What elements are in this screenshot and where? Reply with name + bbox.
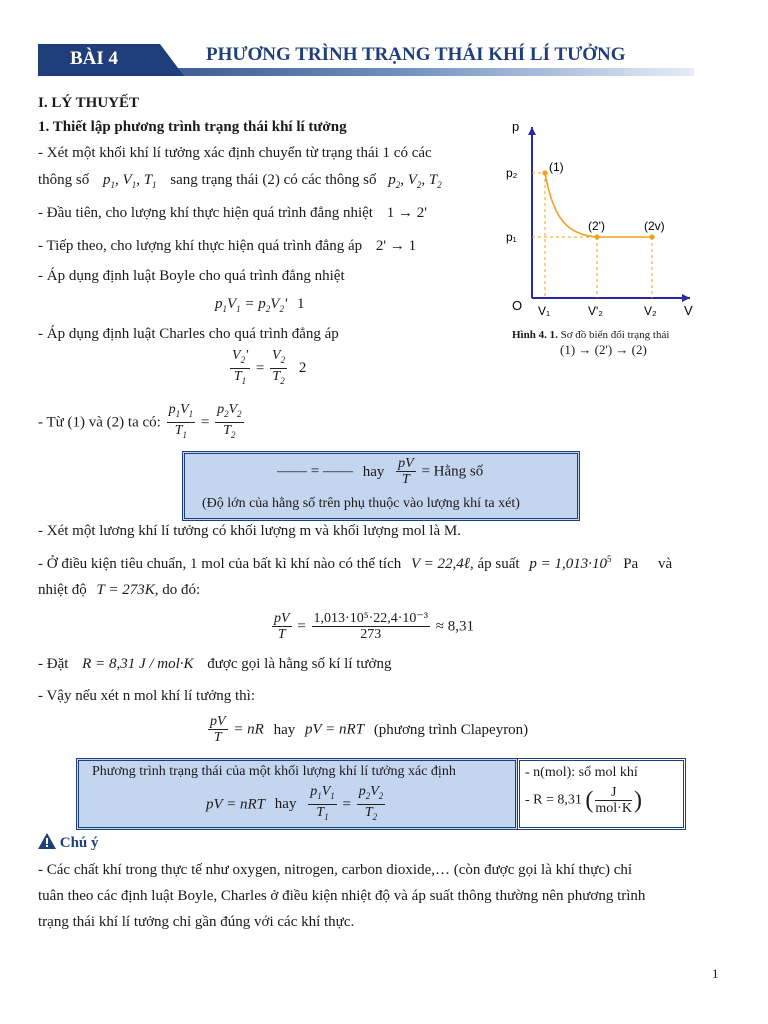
formula: $p_1$, $V_1$, $T_1$ bbox=[103, 172, 157, 190]
legend-n: - n(mol): số mol khí bbox=[525, 765, 638, 780]
equation-tag: 2 bbox=[298, 360, 307, 377]
axis-label-p: p bbox=[512, 119, 520, 134]
note-heading: Chú ý bbox=[38, 833, 99, 855]
paragraph: - Áp dụng định luật Boyle cho quá trình đẳng nhiệt bbox=[38, 268, 345, 284]
tick-label-v1: V₁ bbox=[538, 304, 551, 318]
process-seq: 1 → 2' bbox=[386, 205, 427, 221]
paragraph bbox=[38, 170, 442, 195]
p-axis-arrow bbox=[528, 127, 536, 135]
text: sang trạng thái (2) có các thông số bbox=[170, 172, 377, 188]
figure-caption-seq: (1) → (2') → (2) bbox=[560, 342, 647, 357]
tick-label-v2: V₂ bbox=[644, 304, 657, 318]
note-line: trạng thái khí lí tưởng chỉ gần đúng với các khí thực. bbox=[38, 914, 355, 930]
paragraph: - Xét một lương khí lí tưởng có khối lượng m và khối lượng mol là M. bbox=[38, 523, 461, 539]
state-point-2v bbox=[649, 234, 654, 239]
origin-label: O bbox=[512, 298, 523, 313]
warning-icon bbox=[38, 833, 56, 855]
state-label-2v: (2v) bbox=[644, 219, 665, 233]
equation-tag: 1 bbox=[296, 296, 305, 312]
process-seq: 2' → 1 bbox=[375, 238, 417, 254]
text: - Từ (1) và (2) ta có: bbox=[38, 414, 161, 431]
paragraph: - Ở điều kiện tiêu chuẩn, 1 mol của bất kì khí nào có thể tích V = 22,4ℓ, áp suất $p = 1,013\cdot 10^5$ Pa và bbox=[38, 554, 673, 572]
section-heading: I. LÝ THUYẾT bbox=[38, 95, 140, 111]
tick-label-p1: p₁ bbox=[506, 230, 517, 244]
constant-equation: —— = —— hay $\frac{pV}{T}$ = Hằng số bbox=[277, 456, 484, 487]
text: - Đầu tiên, cho lượng khí thực hiện quá trình đẳng nhiệt bbox=[38, 205, 373, 221]
state-point-2-prime bbox=[594, 234, 599, 239]
page-title: PHƯƠNG TRÌNH TRẠNG THÁI KHÍ LÍ TƯỞNG bbox=[206, 44, 626, 65]
equation-charles: $\frac{V_2'}{T_1}$ = $\frac{V_2}{T_2}$ 2 bbox=[232, 348, 307, 386]
state-equation: pV = nRT hay $\frac{p_1V_1}{T_1}$ = $\frac{p_2V_2}{T_2}$ bbox=[206, 784, 384, 822]
subsection-heading: 1. Thiết lập phương trình trạng thái khí lí tưởng bbox=[38, 119, 347, 135]
equation-r: $\frac{pV}{T}$ = $\frac{\text{1,013·10⁵·22,4·10⁻³}}{273}$ ≈ 8,31 bbox=[274, 611, 474, 642]
formula: $p_2$, $V_2$, $T_2$ bbox=[388, 172, 442, 190]
paragraph: - Áp dụng định luật Charles cho quá trình đẳng áp bbox=[38, 326, 339, 342]
v-axis-arrow bbox=[682, 294, 690, 302]
paragraph: - Xét một khối khí lí tưởng xác định chuyển từ trạng thái 1 có các bbox=[38, 145, 432, 161]
paragraph bbox=[38, 203, 427, 223]
text: thông số bbox=[38, 172, 90, 188]
lesson-label: BÀI 4 bbox=[70, 48, 119, 69]
state-point-1 bbox=[542, 170, 547, 175]
figure-caption: Hình 4. 1. Sơ đồ biến đổi trạng thái bbox=[512, 329, 670, 341]
equation-boyle: $p_1V_1 = p_2V_2'$ 1 bbox=[215, 296, 305, 314]
note-line: - Các chất khí trong thực tế như oxygen, nitrogen, carbon dioxide,… (còn được gọi là khí thực) chỉ bbox=[38, 862, 633, 878]
constant-note: (Độ lớn của hằng số trên phụ thuộc vào lượng khí ta xét) bbox=[202, 496, 520, 511]
state-label-2-prime: (2') bbox=[588, 219, 605, 233]
paragraph bbox=[38, 236, 416, 256]
tick-label-p2: p₂ bbox=[506, 166, 518, 180]
axis-label-v: V bbox=[684, 303, 693, 318]
paragraph: nhiệt độ T = 273K, do đó: bbox=[38, 582, 201, 598]
state-label-1: (1) bbox=[549, 160, 564, 174]
equation-clapeyron: $\frac{pV}{T}$ = nR hay pV = nRT (phương trình Clapeyron) bbox=[210, 714, 529, 745]
paragraph: - Đặt R = 8,31 J / mol·K được gọi là hằng số kí lí tưởng bbox=[38, 656, 392, 672]
text: - Tiếp theo, cho lượng khí thực hiện quá trình đẳng áp bbox=[38, 238, 363, 254]
tick-label-v2-prime: V'₂ bbox=[588, 304, 603, 318]
pv-diagram bbox=[500, 115, 710, 325]
legend-r: - R = 8,31 ( $\frac{J}{\text{mol·K}}$ ) bbox=[525, 785, 642, 816]
page-number: 1 bbox=[712, 966, 719, 981]
state-equation-title: Phương trình trạng thái của một khối lượng khí lí tưởng xác định bbox=[92, 764, 456, 779]
paragraph: - Từ (1) và (2) ta có: $\frac{p_1V_1}{T_1}$ = $\frac{p_2V_2}{T_2}$ bbox=[38, 402, 242, 440]
note-line: tuân theo các định luật Boyle, Charles ở điều kiện nhiệt độ và áp suất thông thường nên phương trình bbox=[38, 888, 646, 904]
paragraph: - Vậy nếu xét n mol khí lí tưởng thì: bbox=[38, 688, 256, 704]
